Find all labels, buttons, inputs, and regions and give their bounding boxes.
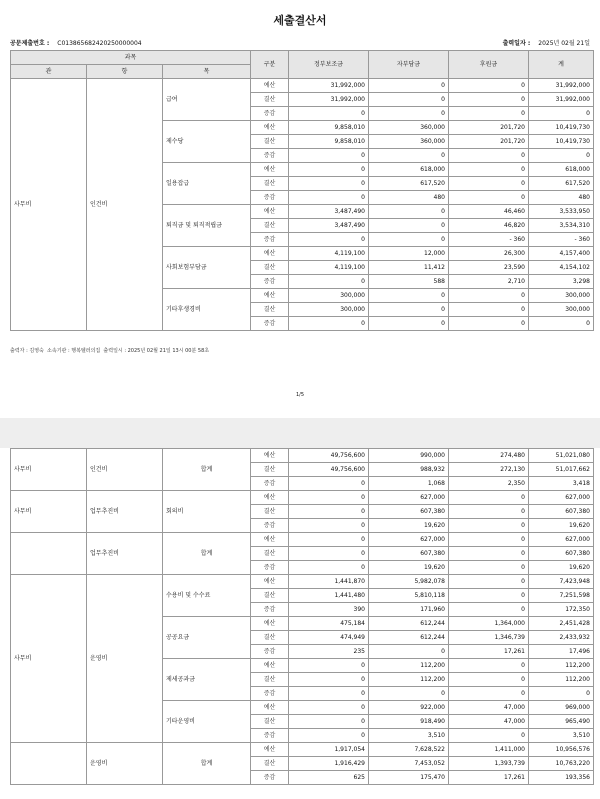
- self-value: 19,620: [369, 561, 449, 575]
- self-value: 0: [369, 93, 449, 107]
- donor-value: 0: [449, 79, 529, 93]
- donor-value: 46,460: [449, 205, 529, 219]
- mok-cell: 기타후생경비: [163, 289, 251, 331]
- row-type-label: 결산: [251, 631, 289, 645]
- gov-value: 0: [289, 163, 369, 177]
- donor-value: 0: [449, 659, 529, 673]
- donor-value: 0: [449, 547, 529, 561]
- gov-value: 0: [289, 149, 369, 163]
- time-label: 출력일시 :: [103, 348, 127, 354]
- print-date: [503, 38, 590, 47]
- time-value: 2025년 02월 21일 13시 00분 58초: [127, 348, 210, 354]
- gov-value: 1,916,429: [289, 757, 369, 771]
- self-value: 612,244: [369, 617, 449, 631]
- row-type-label: 결산: [251, 505, 289, 519]
- header-total: 계: [529, 51, 594, 79]
- donor-value: 0: [449, 107, 529, 121]
- table-row: [11, 79, 594, 93]
- self-value: 588: [369, 275, 449, 289]
- donor-value: 0: [449, 673, 529, 687]
- gov-value: 1,917,054: [289, 743, 369, 757]
- donor-value: 0: [449, 505, 529, 519]
- row-type-label: 증감: [251, 771, 289, 785]
- gov-value: 3,487,490: [289, 219, 369, 233]
- self-value: 5,982,078: [369, 575, 449, 589]
- row-type-label: 증감: [251, 603, 289, 617]
- gwan-cell: 사무비: [11, 79, 87, 331]
- self-value: 607,380: [369, 547, 449, 561]
- gov-value: 390: [289, 603, 369, 617]
- self-value: 112,200: [369, 659, 449, 673]
- total-value: 0: [529, 317, 594, 331]
- gwan-cell: [11, 743, 87, 785]
- total-value: 3,510: [529, 729, 594, 743]
- row-type-label: 결산: [251, 303, 289, 317]
- total-value: 300,000: [529, 303, 594, 317]
- row-type-label: 결산: [251, 715, 289, 729]
- self-value: 627,000: [369, 491, 449, 505]
- total-value: 3,418: [529, 477, 594, 491]
- gov-value: 1,441,480: [289, 589, 369, 603]
- hang-cell: 운영비: [87, 743, 163, 785]
- row-type-label: 예산: [251, 205, 289, 219]
- total-value: 4,157,400: [529, 247, 594, 261]
- row-type-label: 예산: [251, 163, 289, 177]
- gov-value: 475,184: [289, 617, 369, 631]
- row-type-label: 예산: [251, 575, 289, 589]
- row-type-label: 증감: [251, 107, 289, 121]
- total-value: - 360: [529, 233, 594, 247]
- total-value: 19,620: [529, 519, 594, 533]
- gwan-cell: 사무비: [11, 449, 87, 491]
- row-type-label: 결산: [251, 177, 289, 191]
- donor-value: 0: [449, 603, 529, 617]
- hang-cell: 인건비: [87, 79, 163, 331]
- row-type-label: 예산: [251, 449, 289, 463]
- writer-label: 출력자 :: [10, 348, 28, 354]
- total-value: 0: [529, 107, 594, 121]
- donor-value: 0: [449, 533, 529, 547]
- doc-number: [10, 38, 142, 47]
- hang-cell: 업무추진비: [87, 491, 163, 533]
- gov-value: 300,000: [289, 289, 369, 303]
- row-type-label: 증감: [251, 729, 289, 743]
- mok-cell: 일용잡급: [163, 163, 251, 205]
- total-value: 3,533,950: [529, 205, 594, 219]
- gov-value: 0: [289, 673, 369, 687]
- mok-cell: 합계: [163, 449, 251, 491]
- table-row: [11, 743, 594, 757]
- expense-table-page-2: [10, 448, 594, 785]
- row-type-label: 증감: [251, 687, 289, 701]
- row-type-label: 증감: [251, 645, 289, 659]
- gov-value: 49,756,600: [289, 449, 369, 463]
- self-value: 627,000: [369, 533, 449, 547]
- donor-value: 1,346,739: [449, 631, 529, 645]
- total-value: 17,496: [529, 645, 594, 659]
- self-value: 175,470: [369, 771, 449, 785]
- total-value: 617,520: [529, 177, 594, 191]
- total-value: 2,451,428: [529, 617, 594, 631]
- row-type-label: 증감: [251, 317, 289, 331]
- gov-value: 9,858,010: [289, 121, 369, 135]
- gov-value: 0: [289, 701, 369, 715]
- expense-table-page-1: [10, 50, 594, 331]
- total-value: 10,763,220: [529, 757, 594, 771]
- gov-value: 0: [289, 233, 369, 247]
- gwan-cell: [11, 533, 87, 575]
- gov-value: 3,487,490: [289, 205, 369, 219]
- doc-number-value: C013865682420250000004: [57, 40, 142, 47]
- donor-value: 1,411,000: [449, 743, 529, 757]
- row-type-label: 결산: [251, 757, 289, 771]
- total-value: 2,433,932: [529, 631, 594, 645]
- row-type-label: 예산: [251, 491, 289, 505]
- page-number: 1/5: [295, 392, 305, 398]
- gov-value: 0: [289, 107, 369, 121]
- row-type-label: 예산: [251, 79, 289, 93]
- row-type-label: 결산: [251, 261, 289, 275]
- total-value: 193,356: [529, 771, 594, 785]
- gov-value: 4,119,100: [289, 261, 369, 275]
- donor-value: 17,261: [449, 645, 529, 659]
- self-value: 918,490: [369, 715, 449, 729]
- header-self: 자부담금: [369, 51, 449, 79]
- mok-cell: 수용비 및 수수료: [163, 575, 251, 617]
- total-value: 7,423,948: [529, 575, 594, 589]
- mok-cell: 제세공과금: [163, 659, 251, 701]
- self-value: 0: [369, 687, 449, 701]
- row-type-label: 증감: [251, 519, 289, 533]
- gov-value: 0: [289, 659, 369, 673]
- gov-value: 0: [289, 491, 369, 505]
- doc-number-label: 공문제출번호 :: [10, 40, 50, 47]
- header-gov: 정부보조금: [289, 51, 369, 79]
- self-value: 11,412: [369, 261, 449, 275]
- self-value: 480: [369, 191, 449, 205]
- row-type-label: 증감: [251, 191, 289, 205]
- total-value: 3,298: [529, 275, 594, 289]
- donor-value: 1,393,739: [449, 757, 529, 771]
- self-value: 0: [369, 645, 449, 659]
- gov-value: 9,858,010: [289, 135, 369, 149]
- hang-cell: 운영비: [87, 575, 163, 743]
- donor-value: 0: [449, 177, 529, 191]
- self-value: 5,810,118: [369, 589, 449, 603]
- donor-value: 0: [449, 191, 529, 205]
- mok-cell: 사회보험부담금: [163, 247, 251, 289]
- donor-value: 23,590: [449, 261, 529, 275]
- donor-value: 274,480: [449, 449, 529, 463]
- table-row: [11, 449, 594, 463]
- donor-value: 47,000: [449, 715, 529, 729]
- gov-value: 4,119,100: [289, 247, 369, 261]
- row-type-label: 예산: [251, 289, 289, 303]
- self-value: 171,960: [369, 603, 449, 617]
- total-value: 112,200: [529, 659, 594, 673]
- self-value: 612,244: [369, 631, 449, 645]
- self-value: 1,068: [369, 477, 449, 491]
- self-value: 0: [369, 303, 449, 317]
- total-value: 112,200: [529, 673, 594, 687]
- mok-cell: 공공요금: [163, 617, 251, 659]
- writer-value: 김영숙: [29, 348, 44, 354]
- gov-value: 0: [289, 715, 369, 729]
- row-type-label: 예산: [251, 121, 289, 135]
- header-gwan: 관: [11, 65, 87, 79]
- hang-cell: 업무추진비: [87, 533, 163, 575]
- total-value: 607,380: [529, 547, 594, 561]
- row-type-label: 증감: [251, 275, 289, 289]
- header-mok: 목: [163, 65, 251, 79]
- header-gwamok: 과목: [11, 51, 251, 65]
- row-type-label: 결산: [251, 547, 289, 561]
- donor-value: 46,820: [449, 219, 529, 233]
- row-type-label: 증감: [251, 149, 289, 163]
- self-value: 0: [369, 107, 449, 121]
- total-value: 3,534,310: [529, 219, 594, 233]
- self-value: 19,620: [369, 519, 449, 533]
- self-value: 990,000: [369, 449, 449, 463]
- row-type-label: 증감: [251, 233, 289, 247]
- donor-value: 0: [449, 149, 529, 163]
- mok-cell: 제수당: [163, 121, 251, 163]
- total-value: 7,251,598: [529, 589, 594, 603]
- row-type-label: 예산: [251, 533, 289, 547]
- mok-cell: 퇴직금 및 퇴직적립금: [163, 205, 251, 247]
- total-value: 10,956,576: [529, 743, 594, 757]
- gov-value: 0: [289, 687, 369, 701]
- self-value: 360,000: [369, 121, 449, 135]
- row-type-label: 예산: [251, 247, 289, 261]
- row-type-label: 결산: [251, 219, 289, 233]
- gov-value: 0: [289, 533, 369, 547]
- total-value: 10,419,730: [529, 121, 594, 135]
- total-value: 10,419,730: [529, 135, 594, 149]
- donor-value: 201,720: [449, 135, 529, 149]
- mok-cell: 기타운영비: [163, 701, 251, 743]
- row-type-label: 증감: [251, 561, 289, 575]
- donor-value: 201,720: [449, 121, 529, 135]
- donor-value: 0: [449, 491, 529, 505]
- self-value: 607,380: [369, 505, 449, 519]
- header-donor: 후원금: [449, 51, 529, 79]
- self-value: 0: [369, 233, 449, 247]
- gov-value: 0: [289, 191, 369, 205]
- total-value: 51,017,662: [529, 463, 594, 477]
- header-hang: 항: [87, 65, 163, 79]
- table-row: [11, 491, 594, 505]
- donor-value: 0: [449, 729, 529, 743]
- total-value: 172,350: [529, 603, 594, 617]
- total-value: 0: [529, 687, 594, 701]
- donor-value: 0: [449, 93, 529, 107]
- donor-value: 0: [449, 317, 529, 331]
- gwan-cell: 사무비: [11, 575, 87, 743]
- print-date-value: 2025년 02월 21일: [538, 40, 590, 47]
- row-type-label: 예산: [251, 617, 289, 631]
- donor-value: 272,130: [449, 463, 529, 477]
- print-date-label: 출력일자 :: [502, 40, 531, 47]
- self-value: 360,000: [369, 135, 449, 149]
- self-value: 618,000: [369, 163, 449, 177]
- gov-value: 0: [289, 177, 369, 191]
- self-value: 922,000: [369, 701, 449, 715]
- gov-value: 49,756,600: [289, 463, 369, 477]
- total-value: 627,000: [529, 491, 594, 505]
- self-value: 0: [369, 289, 449, 303]
- gov-value: 0: [289, 561, 369, 575]
- table-row: [11, 575, 594, 589]
- donor-value: - 360: [449, 233, 529, 247]
- row-type-label: 결산: [251, 673, 289, 687]
- gov-value: 0: [289, 519, 369, 533]
- self-value: 0: [369, 317, 449, 331]
- mok-cell: 회의비: [163, 491, 251, 533]
- gov-value: 1,441,870: [289, 575, 369, 589]
- total-value: 4,154,102: [529, 261, 594, 275]
- donor-value: 2,350: [449, 477, 529, 491]
- gov-value: 31,992,000: [289, 93, 369, 107]
- table-row: [11, 533, 594, 547]
- self-value: 12,000: [369, 247, 449, 261]
- total-value: 607,380: [529, 505, 594, 519]
- gov-value: 0: [289, 505, 369, 519]
- donor-value: 0: [449, 289, 529, 303]
- row-type-label: 결산: [251, 589, 289, 603]
- self-value: 0: [369, 205, 449, 219]
- self-value: 617,520: [369, 177, 449, 191]
- total-value: 51,021,080: [529, 449, 594, 463]
- donor-value: 2,710: [449, 275, 529, 289]
- row-type-label: 증감: [251, 477, 289, 491]
- gov-value: 0: [289, 477, 369, 491]
- donor-value: 1,364,000: [449, 617, 529, 631]
- row-type-label: 결산: [251, 93, 289, 107]
- total-value: 19,620: [529, 561, 594, 575]
- donor-value: 26,300: [449, 247, 529, 261]
- self-value: 0: [369, 149, 449, 163]
- self-value: 988,932: [369, 463, 449, 477]
- row-type-label: 결산: [251, 463, 289, 477]
- total-value: 31,992,000: [529, 93, 594, 107]
- gov-value: 300,000: [289, 303, 369, 317]
- gov-value: 625: [289, 771, 369, 785]
- donor-value: 0: [449, 575, 529, 589]
- row-type-label: 예산: [251, 701, 289, 715]
- gov-value: 0: [289, 729, 369, 743]
- gwan-cell: 사무비: [11, 491, 87, 533]
- page-separator: [0, 418, 600, 448]
- org-label: 소속기관 :: [47, 348, 70, 354]
- row-type-label: 예산: [251, 743, 289, 757]
- gov-value: 0: [289, 317, 369, 331]
- page-title: 세출결산서: [273, 14, 327, 27]
- self-value: 112,200: [369, 673, 449, 687]
- donor-value: 0: [449, 163, 529, 177]
- self-value: 0: [369, 79, 449, 93]
- total-value: 480: [529, 191, 594, 205]
- hang-cell: 인건비: [87, 449, 163, 491]
- report-page-2: [0, 448, 600, 799]
- row-type-label: 결산: [251, 135, 289, 149]
- total-value: 965,490: [529, 715, 594, 729]
- donor-value: 0: [449, 303, 529, 317]
- total-value: 618,000: [529, 163, 594, 177]
- donor-value: 0: [449, 519, 529, 533]
- org-value: 행복텔러의집: [71, 348, 101, 354]
- row-type-label: 예산: [251, 659, 289, 673]
- gov-value: 31,992,000: [289, 79, 369, 93]
- print-info-footer: [10, 347, 209, 354]
- donor-value: 17,261: [449, 771, 529, 785]
- mok-cell: 합계: [163, 533, 251, 575]
- self-value: 0: [369, 219, 449, 233]
- mok-cell: 급여: [163, 79, 251, 121]
- gov-value: 0: [289, 275, 369, 289]
- mok-cell: 합계: [163, 743, 251, 785]
- donor-value: 0: [449, 687, 529, 701]
- gov-value: 0: [289, 547, 369, 561]
- donor-value: 0: [449, 589, 529, 603]
- header-gubun: 구분: [251, 51, 289, 79]
- gov-value: 235: [289, 645, 369, 659]
- self-value: 7,628,522: [369, 743, 449, 757]
- donor-value: 47,000: [449, 701, 529, 715]
- total-value: 0: [529, 149, 594, 163]
- gov-value: 474,949: [289, 631, 369, 645]
- total-value: 31,992,000: [529, 79, 594, 93]
- total-value: 300,000: [529, 289, 594, 303]
- total-value: 969,000: [529, 701, 594, 715]
- self-value: 3,510: [369, 729, 449, 743]
- total-value: 627,000: [529, 533, 594, 547]
- donor-value: 0: [449, 561, 529, 575]
- self-value: 7,453,052: [369, 757, 449, 771]
